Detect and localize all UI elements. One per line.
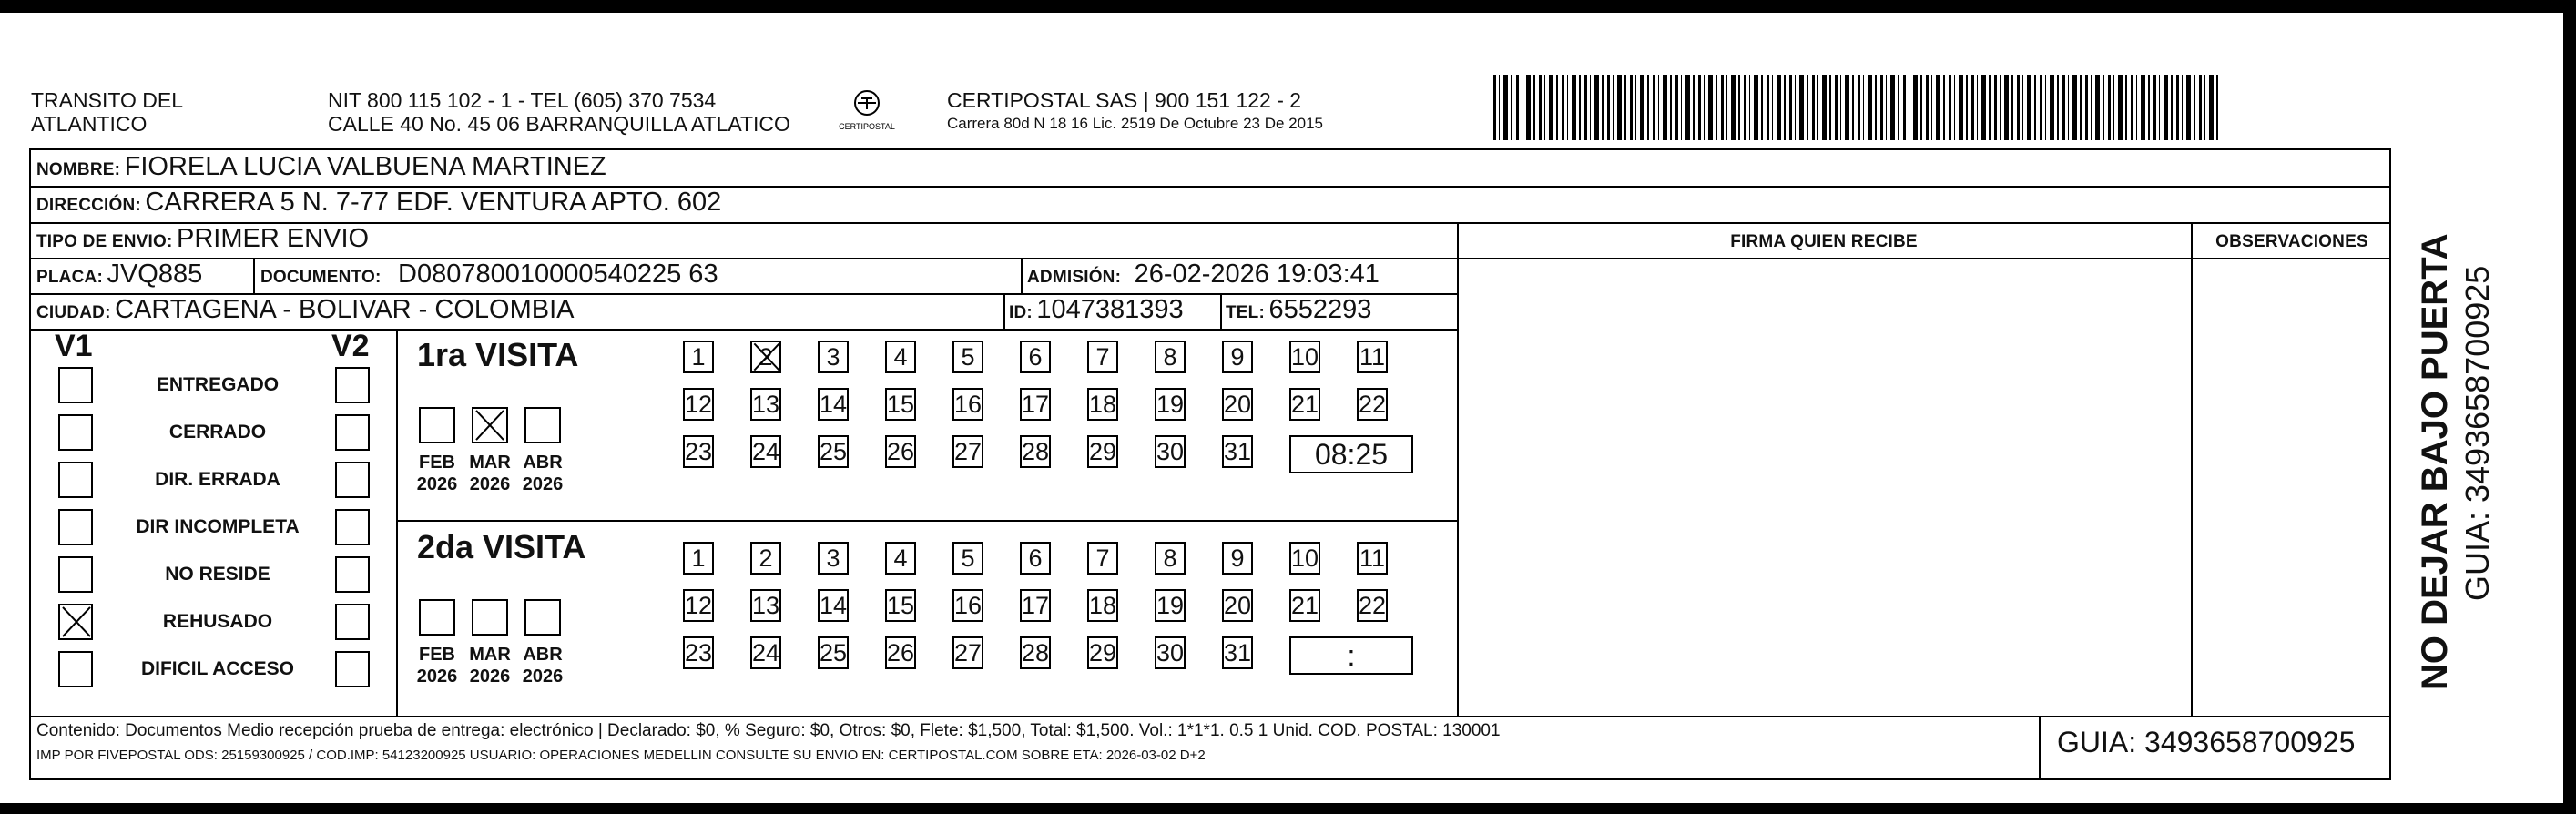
day-box[interactable]: 15 (885, 589, 916, 622)
day-box[interactable]: 28 (1020, 636, 1051, 669)
month-label: ABR (523, 645, 563, 665)
day-box[interactable]: 29 (1087, 435, 1118, 468)
city-label: CIUDAD: (36, 303, 111, 322)
day-box[interactable]: 17 (1020, 589, 1051, 622)
day-box[interactable]: 12 (683, 589, 714, 622)
month-year: 2026 (469, 474, 511, 494)
month-year: 2026 (469, 666, 511, 687)
city: CARTAGENA - BOLIVAR - COLOMBIA (115, 295, 575, 324)
address-label: DIRECCIÓN: (36, 196, 141, 215)
reason-label: ENTREGADO (156, 374, 280, 395)
v1-checkbox[interactable] (58, 414, 93, 451)
reason-label: DIFICIL ACCESO (140, 658, 294, 679)
day-box[interactable]: 12 (683, 388, 714, 421)
day-box[interactable]: 31 (1222, 435, 1253, 468)
v2-checkbox[interactable] (335, 651, 370, 687)
day-box[interactable]: 19 (1155, 589, 1186, 622)
day-box[interactable]: 24 (750, 636, 781, 669)
day-box[interactable]: 30 (1155, 435, 1186, 468)
month-checkbox[interactable] (472, 599, 508, 636)
shipment-type: PRIMER ENVIO (177, 224, 370, 253)
day-box[interactable]: 16 (952, 388, 983, 421)
day-box[interactable]: 18 (1087, 589, 1118, 622)
certipostal-logo (830, 86, 903, 140)
side-warning: NO DEJAR BAJO PUERTA (2415, 233, 2455, 690)
day-box[interactable]: 31 (1222, 636, 1253, 669)
v1-checkbox[interactable] (58, 462, 93, 498)
document-number: D080780010000540225 63 (398, 259, 718, 289)
day-box[interactable]: 9 (1222, 542, 1253, 575)
logo-text: CERTIPOSTAL (839, 122, 895, 131)
day-box[interactable]: 15 (885, 388, 916, 421)
barcode (1493, 75, 2222, 140)
v2-checkbox[interactable] (335, 414, 370, 451)
admission-cell (1027, 259, 1380, 290)
day-box[interactable]: 25 (818, 435, 849, 468)
shipping-form (29, 148, 2391, 780)
day-box[interactable]: 1 (683, 542, 714, 575)
day-box[interactable]: 2 (750, 542, 781, 575)
day-box[interactable]: 23 (683, 636, 714, 669)
month-label: FEB (419, 645, 455, 665)
day-box[interactable]: 10 (1289, 542, 1320, 575)
month-year: 2026 (522, 666, 564, 687)
plate-row (36, 259, 202, 290)
v2-checkbox[interactable] (335, 556, 370, 593)
admission-label: ADMISIÓN: (1027, 268, 1122, 287)
month-year: 2026 (522, 474, 564, 494)
v1-label: V1 (55, 329, 93, 363)
day-box[interactable]: 11 (1357, 341, 1388, 373)
day-box[interactable]: 1 (683, 341, 714, 373)
day-box[interactable]: 25 (818, 636, 849, 669)
issuer-line1: TRANSITO DEL (31, 88, 183, 112)
shipment-type-label: TIPO DE ENVIO: (36, 232, 173, 251)
visit1-title: 1ra VISITA (417, 336, 579, 373)
id-cell (1009, 295, 1184, 325)
month-checkbox[interactable] (419, 407, 455, 443)
issuer-line2: ATLANTICO (31, 112, 148, 136)
day-box[interactable]: 4 (885, 542, 916, 575)
v2-checkbox[interactable] (335, 367, 370, 403)
day-box[interactable]: 22 (1357, 589, 1388, 622)
month-label: MAR (469, 645, 511, 665)
day-box[interactable]: 28 (1020, 435, 1051, 468)
day-box[interactable] (750, 341, 781, 373)
phone-label: TEL: (1226, 303, 1266, 322)
day-number: 2 (759, 343, 773, 371)
day-box[interactable]: 24 (750, 435, 781, 468)
id-number: 1047381393 (1036, 295, 1184, 324)
day-box[interactable]: 5 (952, 341, 983, 373)
id-label: ID: (1009, 303, 1033, 322)
v1-checkbox[interactable] (58, 367, 93, 403)
day-box[interactable]: 30 (1155, 636, 1186, 669)
day-box[interactable]: 10 (1289, 341, 1320, 373)
phone-cell (1226, 295, 1371, 325)
month-year: 2026 (416, 474, 458, 494)
issuer-contact (328, 88, 790, 136)
top-border (0, 0, 2576, 13)
day-box[interactable]: 3 (818, 341, 849, 373)
v1-checkbox[interactable] (58, 651, 93, 687)
day-box[interactable]: 3 (818, 542, 849, 575)
right-border (2563, 0, 2576, 814)
recipient-address: CARRERA 5 N. 7-77 EDF. VENTURA APTO. 602 (145, 188, 722, 217)
reason-label: DIR INCOMPLETA (136, 516, 300, 537)
v2-label: V2 (331, 329, 370, 363)
day-box[interactable]: 20 (1222, 388, 1253, 421)
day-box[interactable]: 22 (1357, 388, 1388, 421)
month-checkbox[interactable] (472, 407, 508, 443)
day-box[interactable]: 14 (818, 388, 849, 421)
day-box[interactable]: 5 (952, 542, 983, 575)
v1-checkbox[interactable] (58, 556, 93, 593)
nit-line: NIT 800 115 102 - 1 - TEL (605) 370 7534 (328, 88, 717, 112)
month-checkbox[interactable] (419, 599, 455, 636)
day-box[interactable]: 27 (952, 636, 983, 669)
visit2-time[interactable]: : (1289, 636, 1413, 675)
visit2-title: 2da VISITA (417, 528, 586, 565)
day-box[interactable]: 9 (1222, 341, 1253, 373)
v2-checkbox[interactable] (335, 462, 370, 498)
footer-guide: GUIA: 3493658700925 (2057, 726, 2356, 758)
day-box[interactable]: 4 (885, 341, 916, 373)
day-box[interactable]: 8 (1155, 542, 1186, 575)
plate: JVQ885 (107, 259, 203, 289)
address-row (36, 188, 721, 218)
day-box[interactable]: 21 (1289, 388, 1320, 421)
license-line: Carrera 80d N 18 16 Lic. 2519 De Octubre 23 De 2015 (947, 115, 1323, 132)
v2-checkbox[interactable] (335, 509, 370, 545)
v1-checkbox[interactable] (58, 509, 93, 545)
day-box[interactable]: 27 (952, 435, 983, 468)
day-box[interactable]: 16 (952, 589, 983, 622)
observations-header: OBSERVACIONES (2215, 232, 2368, 251)
visit1-time[interactable]: 08:25 (1289, 435, 1413, 473)
plate-label: PLACA: (36, 268, 103, 287)
day-box[interactable]: 6 (1020, 341, 1051, 373)
day-box[interactable]: 21 (1289, 589, 1320, 622)
day-box[interactable]: 13 (750, 589, 781, 622)
shipment-type-row (36, 224, 369, 254)
month-checkbox[interactable] (524, 407, 561, 443)
document-cell (260, 259, 718, 290)
day-box[interactable]: 18 (1087, 388, 1118, 421)
day-box[interactable]: 11 (1357, 542, 1388, 575)
content-line: Contenido: Documentos Medio recepción prueba de entrega: electrónico | Declarado: $0, % Seguro: $0, Otros: $0, Flete: $1,500, Total: $1,500. Vol.: 1*1*1. 0.5 1 Unid. COD. POSTAL: 130001 (36, 721, 1501, 740)
month-checkbox[interactable] (524, 599, 561, 636)
month-year: 2026 (416, 666, 458, 687)
reason-label: DIR. ERRADA (155, 469, 280, 490)
issuer-block (31, 88, 183, 136)
document-label: DOCUMENTO: (260, 268, 382, 287)
day-box[interactable]: 14 (818, 589, 849, 622)
v2-checkbox[interactable] (335, 604, 370, 640)
recipient-name: FIORELA LUCIA VALBUENA MARTINEZ (124, 152, 606, 181)
v1-checkbox[interactable] (58, 604, 93, 640)
imp-line: IMP POR FIVEPOSTAL ODS: 25159300925 / COD.IMP: 54123200925 USUARIO: OPERACIONES MEDELLIN CONSULTE SU ENVIO EN: CERTIPOSTAL.COM SOBRE ETA: 2026-03-02 D+2 (36, 748, 1206, 763)
phone: 6552293 (1268, 295, 1372, 324)
day-box[interactable]: 8 (1155, 341, 1186, 373)
day-box[interactable]: 26 (885, 435, 916, 468)
name-row (36, 152, 606, 182)
name-label: NOMBRE: (36, 160, 121, 179)
day-box[interactable]: 7 (1087, 341, 1118, 373)
logo-icon (830, 86, 903, 140)
side-guide: GUIA: 3493658700925 (2459, 265, 2496, 601)
day-box[interactable]: 17 (1020, 388, 1051, 421)
company-line: CERTIPOSTAL SAS | 900 151 122 - 2 (947, 88, 1302, 112)
bottom-border (0, 803, 2576, 814)
month-label: FEB (419, 453, 455, 473)
day-box[interactable]: 6 (1020, 542, 1051, 575)
month-label: MAR (469, 453, 511, 473)
reason-label: CERRADO (168, 422, 267, 443)
day-box[interactable]: 23 (683, 435, 714, 468)
city-row (36, 295, 574, 325)
day-box[interactable]: 20 (1222, 589, 1253, 622)
day-box[interactable]: 26 (885, 636, 916, 669)
reason-label: NO RESIDE (165, 564, 270, 585)
admission-date: 26-02-2026 19:03:41 (1134, 259, 1380, 289)
day-box[interactable]: 7 (1087, 542, 1118, 575)
month-label: ABR (523, 453, 563, 473)
reason-label: REHUSADO (162, 611, 273, 632)
day-box[interactable]: 19 (1155, 388, 1186, 421)
day-box[interactable]: 13 (750, 388, 781, 421)
signature-header: FIRMA QUIEN RECIBE (1730, 232, 1918, 251)
day-box[interactable]: 29 (1087, 636, 1118, 669)
company-block (947, 88, 1323, 133)
address-line: CALLE 40 No. 45 06 BARRANQUILLA ATLATICO (328, 112, 790, 136)
